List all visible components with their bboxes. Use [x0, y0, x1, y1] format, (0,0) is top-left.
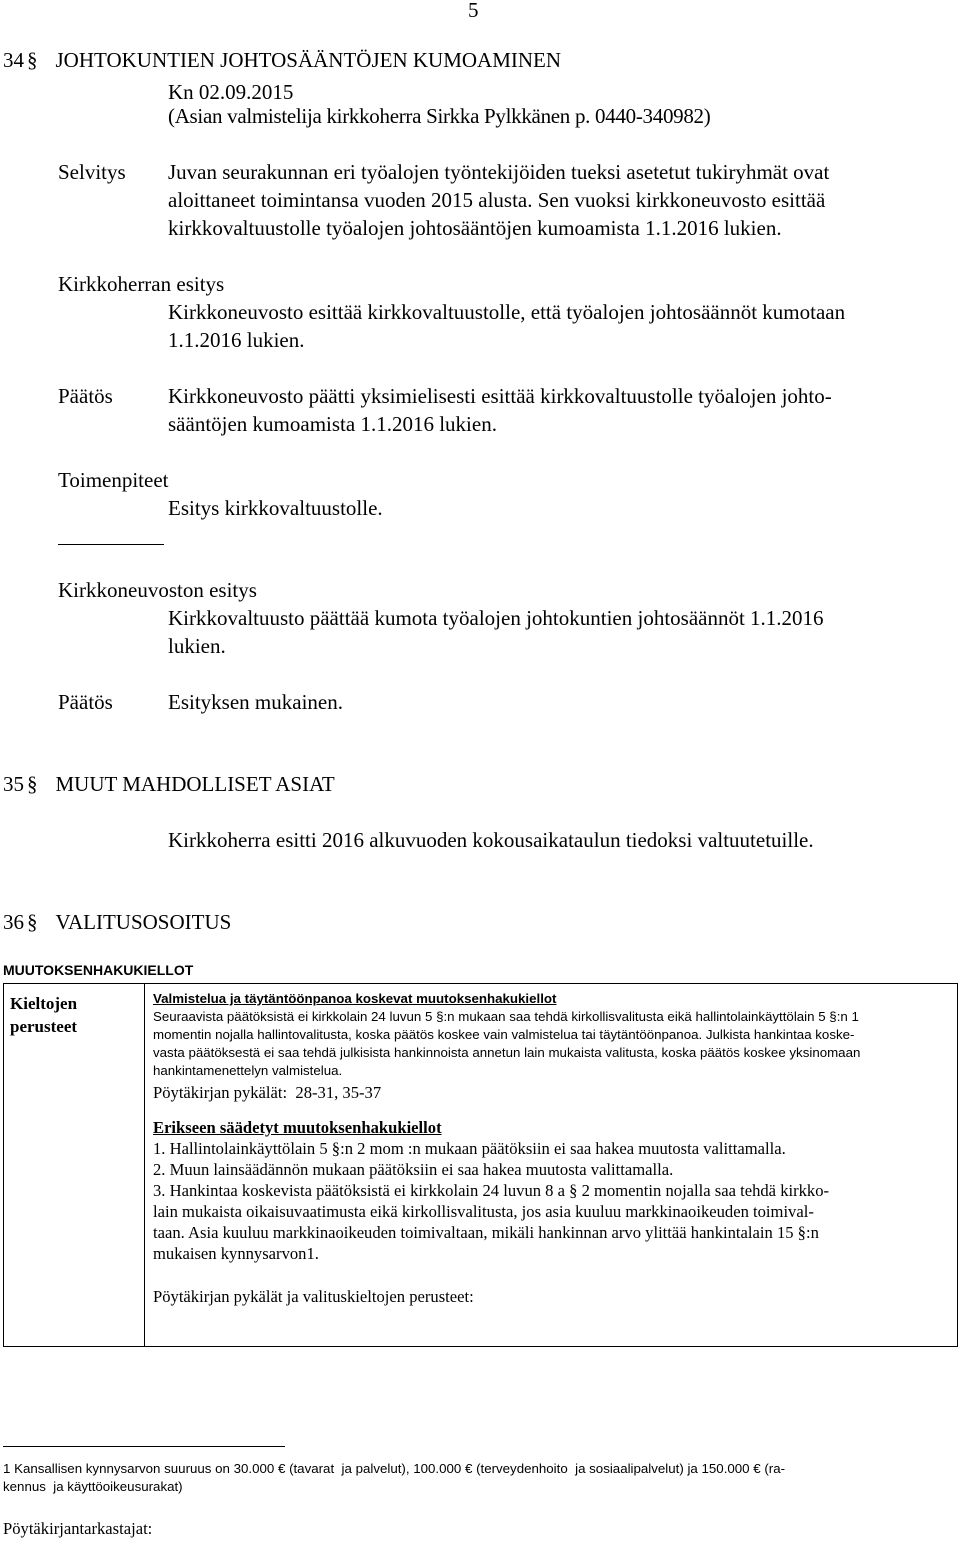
separator-line: [58, 544, 164, 545]
section-heading-34: [3, 48, 561, 73]
appeal-label-line: Kieltojen: [10, 994, 78, 1013]
appeal-label-cell: [4, 984, 145, 1347]
section-title: MUUT MAHDOLLISET ASIAT: [55, 772, 335, 796]
sub2-line: 3. Hankintaa koskevista päätöksistä ei kirkkolain 24 luvun 8 a § 2 momentin nojalla saa tehdä kirkko-: [153, 1181, 830, 1200]
paatos2-label: Päätös: [58, 690, 113, 714]
footnote-rule: [3, 1446, 285, 1447]
kirkkoherra-line: 1.1.2016 lukien.: [168, 328, 305, 352]
section-number: 36: [3, 910, 24, 934]
toimenpiteet-text: Esitys kirkkovaltuustolle.: [168, 496, 383, 520]
sub2-line: 2. Muun lainsäädännön mukaan päätöksiin ei saa hakea muutosta valittamalla.: [153, 1160, 674, 1179]
kirkkoherra-label: Kirkkoherran esitys: [58, 272, 225, 296]
pykalat-1: Pöytäkirjan pykälät: 28-31, 35-37: [153, 1083, 382, 1102]
kirkkoherra-line: Kirkkoneuvosto esittää kirkkovaltuustolle, että työalojen johtosäännöt kumotaan: [168, 300, 846, 324]
appeal-table: [3, 983, 958, 1347]
paatos-label: Päätös: [58, 384, 113, 408]
section-heading-36: [3, 910, 231, 935]
selvitys-line: Juvan seurakunnan eri työalojen työntekijöiden tueksi asetetut tukiryhmät ovat: [168, 160, 830, 184]
kn-esitys-label: Kirkkoneuvoston esitys: [58, 578, 257, 602]
ref-line-2: (Asian valmistelija kirkkoherra Sirkka Pylkkänen p. 0440-340982): [168, 104, 711, 128]
muutoksenhakukiellot-heading: MUUTOKSENHAKUKIELLOT: [3, 962, 194, 978]
s35-text: Kirkkoherra esitti 2016 alkuvuoden kokousaikataulun tiedoksi valtuutetuille.: [168, 828, 814, 852]
page-number: 5: [468, 0, 479, 22]
signature-label: Pöytäkirjantarkastajat:: [3, 1519, 153, 1538]
section-title: VALITUSOSOITUS: [55, 910, 232, 934]
sub2-line: taan. Asia kuuluu markkinaoikeuden toimivaltaan, mikäli hankinnan arvo ylittää hankintalain 15 §:n: [153, 1223, 819, 1242]
appeal-label: [4, 984, 144, 1038]
selvitys-label: Selvitys: [58, 160, 126, 184]
sub1-heading: Valmistelua ja täytäntöönpanoa koskevat muutoksenhakukiellot: [153, 991, 557, 1006]
ref-line-1: Kn 02.09.2015: [168, 80, 294, 104]
section-title: JOHTOKUNTIEN JOHTOSÄÄNTÖJEN KUMOAMINEN: [55, 48, 562, 72]
sub2-line: lain mukaista oikaisuvaatimusta eikä kirkollisvalitusta, jos asia kuuluu markkinaoikeuden toimival-: [153, 1202, 814, 1221]
footnote-line: 1 Kansallisen kynnysarvon suuruus on 30.000 € (tavarat ja palvelut), 100.000 € (terveydenhoito ja sosiaalipalvelut) ja 150.000 € (ra-: [3, 1461, 786, 1476]
selvitys-line: kirkkovaltuustolle työalojen johtosääntöjen kumoamista 1.1.2016 lukien.: [168, 216, 782, 240]
sub1-line: hankintamenettelyn valmistelua.: [153, 1063, 343, 1078]
sub1-line: vasta päätöksestä ei saa tehdä julkisista hankinnoista annetun lain mukaista valitusta, koska päätös koskee yksinomaan: [153, 1045, 861, 1060]
section-number: 35: [3, 772, 24, 796]
kn-esitys-line: lukien.: [168, 634, 226, 658]
paatos2-text: Esityksen mukainen.: [168, 690, 343, 714]
selvitys-line: aloittaneet toimintansa vuoden 2015 alusta. Sen vuoksi kirkkoneuvosto esittää: [168, 188, 826, 212]
sub2-line: mukaisen kynnysarvon1.: [153, 1244, 319, 1263]
paatos-line: Kirkkoneuvosto päätti yksimielisesti esittää kirkkovaltuustolle työalojen johto-: [168, 384, 832, 408]
sub1-line: Seuraavista päätöksistä ei kirkkolain 24 luvun 5 §:n mukaan saa tehdä kirkollisvalitusta eikä hallintolainkäyttölain 5 §:n 1: [153, 1009, 859, 1024]
paatos-line: sääntöjen kumoamista 1.1.2016 lukien.: [168, 412, 497, 436]
appeal-content-cell: [145, 984, 958, 1347]
footnote-line: kennus ja käyttöoikeusurakat): [3, 1479, 183, 1494]
section-heading-35: [3, 772, 335, 797]
section-mark: §: [27, 910, 38, 934]
kn-esitys-line: Kirkkovaltuusto päättää kumota työalojen johtokuntien johtosäännöt 1.1.2016: [168, 606, 824, 630]
sub2-line: 1. Hallintolainkäyttölain 5 §:n 2 mom :n mukaan päätöksiin ei saa hakea muutosta valittamalla.: [153, 1139, 786, 1158]
toimenpiteet-label: Toimenpiteet: [58, 468, 169, 492]
sub2-heading: Erikseen säädetyt muutoksenhakukiellot: [153, 1118, 442, 1137]
section-number: 34: [3, 48, 24, 72]
pykalat-2: Pöytäkirjan pykälät ja valituskieltojen perusteet:: [153, 1287, 474, 1306]
section-mark: §: [27, 48, 38, 72]
sub1-line: momentin nojalla hallintovalitusta, koska päätös koskee vain valmistelua tai täytäntöönpanoa. Julkista hankintaa koske-: [153, 1027, 855, 1042]
section-mark: §: [27, 772, 38, 796]
appeal-label-line: perusteet: [10, 1017, 78, 1036]
